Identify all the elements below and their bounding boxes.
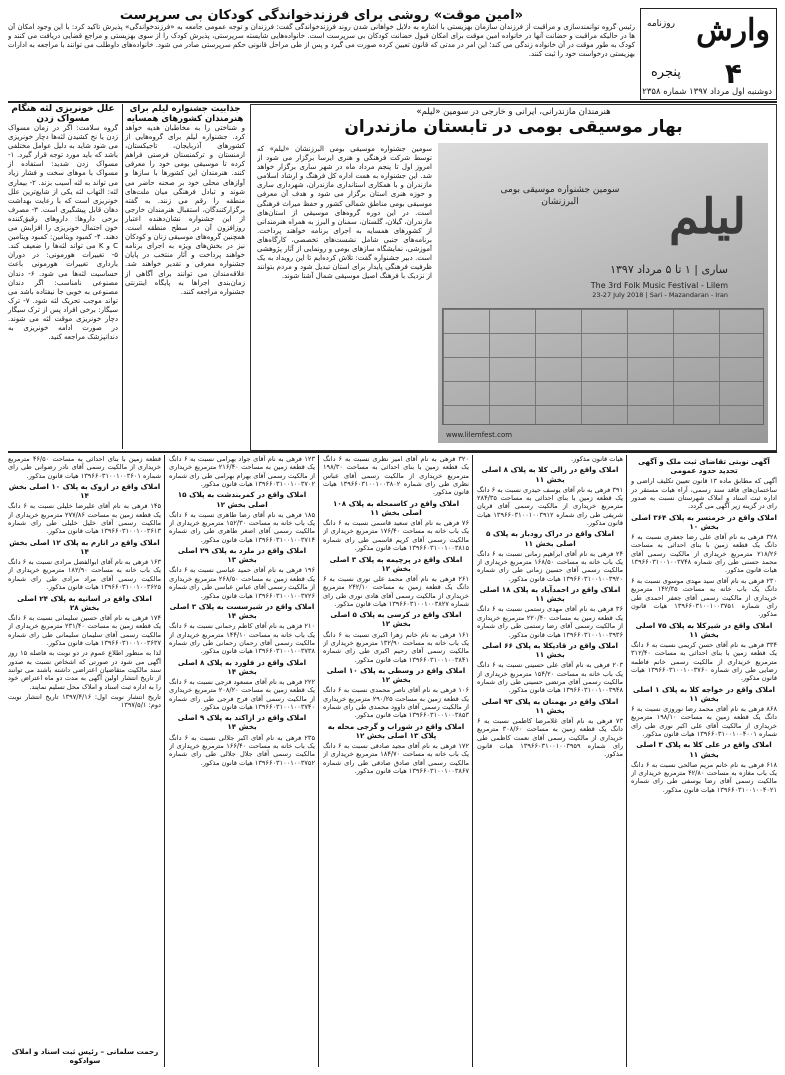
notice-subheading: املاک واقع در خواجه کلا به پلاک ۱ اصلی بخش ۱۱ <box>632 684 776 703</box>
notice-entry: ۲۱۰ فرهی به نام آقای کاظم رحمانی نسبت به ۶ دانگ یک باب خانه به مساحت ۱۴۴/۱۰ مترمربع خریداری از مالکیت رسمی آقای رحمان رحمانی طی رای شماره ۱۳۹۶۶۰۳۱۰۰۱۰۰۳۷۳۸ هیات قانون مذکور. <box>169 622 315 656</box>
notice-entry: قطعه زمین با بنای احداثی به مساحت ۴۶/۵۰ مترمربع خریداری از مالکیت رسمی آقای نادر رضوانی طی رای شماره ۱۳۹۶۶۰۳۱۰۰۱۰۰۳۶۰۱ هیات قانون مذکور. <box>8 455 161 480</box>
column-divider <box>626 455 627 1067</box>
festival-body: سومین جشنواره موسیقی بومی البرزنشان «لیلم» که توسط شرکت فرهنگی و هنری ایرسا برگزار می شود از امروز اول تا پنجم مرداد ماه در شهر ساری برگزار خواهد شد. این جشنواره به همت اداره کل فرهنگ و ارشاد اسلامی مازندران و با همکاری استانداری مازندران، شهرداری ساری و حوزه هنری استان برگزار می شود و هدف آن معرفی موسیقی بومی مناطق شمالی کشور و حفظ میراث فرهنگی است. در این دوره گروه‌های موسیقی از استان‌های مازندران، گیلان، گلستان، سمنان و البرز به همراه هنرمندانی از کشورهای همسایه به اجرای برنامه خواهند پرداخت. برنامه‌های جنبی شامل نشست‌های تخصصی، کارگاه‌های آموزشی، نمایشگاه سازهای بومی و رونمایی از آثار پژوهشی است. دبیر جشنواره گفت: تلاش کرده‌ایم تا این رویداد به یک ظرفیت فرهنگی پایدار برای استان تبدیل شود و مردم بتوانند از نزدیک با فرهنگ اصیل موسیقی شمال آشنا شوند. <box>257 145 432 281</box>
notice-subheading: املاک واقع در خرمنسر به پلاک ۳۶۴ اصلی بخش ۱۰ <box>631 512 777 531</box>
poster-dates: ساری | ۱ تا ۵ مرداد ۱۳۹۷ <box>610 263 728 276</box>
notice-subheading: املاک واقع در کرسی به پلاک ۵ اصلی بخش ۱۲ <box>330 610 462 629</box>
notice-entry: ۱۰۶ فرهی به نام آقای ناصر محمدی نسبت به ۶ دانگ یک قطعه زمین به مساحت ۲۹۰/۲۵ مترمربع خریداری از مالکیت رسمی آقای داوود محمدی طی رای شماره ۱۳۹۶۶۰۳۱۰۰۱۰۰۳۸۵۳ هیات قانون مذکور. <box>323 686 469 720</box>
notice-subheading: املاک واقع در بهمنان به پلاک ۹۳ اصلی بخش ۱۱ <box>481 696 619 715</box>
notice-entry: ۳۲۰ فرهی به نام آقای امیر نظری نسبت به ۶ دانگ یک قطعه زمین با بنای احداثی به مساحت ۱۹۸/۳۰ مترمربع خریداری از مالکیت رسمی آقای عباس نظری طی رای شماره ۱۳۹۶۶۰۳۱۰۰۱۰۰۳۸۰۲ هیات قانون مذکور. <box>323 455 469 497</box>
notice-entry: ۲۲۲ فرهی به نام آقای مسعود فرجی نسبت به ۶ دانگ یک قطعه زمین به مساحت ۲۰۸/۲۰ مترمربع خریداری از مالکیت رسمی آقای فرج فرجی طی رای شماره ۱۳۹۶۶۰۳۱۰۰۱۰۰۳۷۴۰ هیات قانون مذکور. <box>169 677 315 711</box>
notice-signature: رحمت سلمانی – رئیس ثبت اسناد و املاک سوادکوه <box>11 1047 159 1065</box>
notice-entry: هیات قانون مذکور. <box>571 455 623 463</box>
column-divider <box>318 455 319 1067</box>
notice-subheading: املاک واقع در قادیکلا به پلاک ۶۶ اصلی بخش ۱۱ <box>481 640 619 660</box>
notice-entry: ۱۹۶ فرهی به نام آقای حمید عباسی نسبت به ۶ دانگ یک قطعه زمین به مساحت ۲۶۸/۵۰ مترمربع خریداری از مالکیت رسمی آقای عباس عباسی طی رای شماره ۱۳۹۶۶۰۳۱۰۰۱۰۰۳۷۲۶ هیات قانون مذکور. <box>169 566 315 600</box>
notice-subheading: املاک واقع در ازوک به پلاک ۱۰ اصلی بخش ۱۴ <box>8 482 161 501</box>
top-story-title: «امین موقت» روشی برای فرزندخواندگی کودکان بی سرپرست <box>119 8 524 23</box>
notice-entry: لذا به منظور اطلاع عموم در دو نوبت به فاصله ۱۵ روز آگهی می شود در صورتی که اشخاص نسبت به صدور سند مالکیت متقاضیان اعتراضی داشته باشند می توانند از تاریخ انتشار اولین آگهی به مدت دو ماه اعتراض خود را به اداره ثبت اسناد و املاک محل تسلیم نمایند. <box>8 649 161 691</box>
notices-heading: آگهی نوبتی تقاضای ثبت ملک و آگهی تحدید حدود عمومی <box>638 457 770 476</box>
notice-entry: ۲۶۱ فرهی به نام آقای محمد علی نوری نسبت به ۶ دانگ یک قطعه زمین به مساحت ۲۴۲/۱۰ مترمربع خریداری از مالکیت رسمی آقای هادی نوری طی رای شماره ۱۳۹۶۶۰۳۱۰۰۱۰۰۳۸۲۷ هیات قانون مذکور. <box>323 574 469 608</box>
notice-entry: ۲۳۵ فرهی به نام آقای اکبر جلالی نسبت به ۶ دانگ یک باب خانه به مساحت ۱۶۶/۴۰ مترمربع خریداری از مالکیت رسمی آقای جلال جلالی طی رای شماره ۱۳۹۶۶۰۳۱۰۰۱۰۰۳۷۵۲ هیات قانون مذکور. <box>169 733 315 767</box>
side-article-body: و شناختی را به مخاطبان هدیه خواهد کرد. جشنواره لیلم برای گروه‌هایی از کشورهای آذربایجان، تاجیکستان، ارمنستان و ترکمنستان فرصتی فراهم کرده تا موسیقی بومی خود را معرفی کنند. هنرمندان این کشورها با سازها و آوازهای محلی خود بر صحنه حاضر می شوند و تبادل فرهنگی میان ملت‌های منطقه را رقم می زنند. به گفته برگزارکنندگان، استقبال هنرمندان خارجی از این جشنواره نشان‌دهنده اعتبار روزافزون آن در سطح منطقه است. همچنین گروه‌های موسیقی زنان و کودکان نیز در بخش‌های ویژه به اجرای برنامه خواهند پرداخت و آثار منتخب در پایان جشنواره معرفی و تقدیر خواهند شد. علاقه‌مندان می توانند برای آگاهی از زمان‌بندی اجراها به پایگاه اینترنتی جشنواره مراجعه کنند. <box>125 124 245 296</box>
column-divider <box>122 104 123 449</box>
column-divider <box>164 455 165 1067</box>
notice-column <box>477 455 623 1067</box>
festival-title: بهار موسیقی بومی در تابستان مازندران <box>344 117 683 137</box>
notice-subheading: املاک واقع در پرچیمه به پلاک ۳ اصلی بخش ۱۲ <box>329 554 463 573</box>
notice-entry: ۱۲۳ فرهی به نام آقای جواد بهرامی نسبت به ۶ دانگ یک قطعه زمین به مساحت ۲۱۶/۴۰ مترمربع خریداری از مالکیت رسمی آقای بهرام بهرامی طی رای شماره ۱۳۹۶۶۰۳۱۰۰۱۰۰۳۷۰۲ هیات قانون مذکور. <box>169 455 315 489</box>
notice-entry: ۷۶ فرهی به نام آقای سعید قاسمی نسبت به ۶ دانگ یک باب خانه به مساحت ۱۷۶/۴۰ مترمربع خریداری از مالکیت رسمی آقای کریم قاسمی طی رای شماره ۱۳۹۶۶۰۳۱۰۰۱۰۰۳۸۱۵ هیات قانون مذکور. <box>323 519 469 553</box>
notice-entry: ۸۶۸ فرهی به نام آقای محمد رضا نوروزی نسبت به ۶ دانگ یک قطعه زمین به مساحت ۱۹۸/۱۰ مترمربع خریداری از مالکیت آقای علی اکبر نوری طی رای شماره ۱۳۹۶۶۰۳۱۰۰۱۰۰۴۰۰۱ هیات قانون مذکور. <box>631 704 777 739</box>
notice-entry: ۳۲۸ فرهی به نام آقای علی رضا جعفری نسبت به ۶ دانگ یک قطعه زمین با بنای احداثی به مساحت ۲۱۸/۲۶ مترمربع خریداری از مالکیت رسمی آقای محمد حسنی طی رای شماره ۱۳۹۶۶۰۳۱۰۰۱۰۰۳۷۴۸ هیات قانون مذکور. <box>631 533 777 575</box>
notice-column <box>323 455 469 1067</box>
column-divider <box>472 455 473 1067</box>
notice-subheading: املاک واقع در انارم به پلاک ۱۲ اصلی بخش ۱۴ <box>9 537 160 556</box>
poster-website: www.lilemfest.com <box>446 431 513 439</box>
health-article-title: علل خونریزی لثه هنگام مسواک زدن <box>11 104 115 124</box>
notice-entry: ۷۳ فرهی به نام آقای غلامرضا کاظمی نسبت به ۶ دانگ یک قطعه زمین به مساحت ۳۰۸/۶۰ مترمربع خریداری از مالکیت رسمی آقای نعمت کاظمی طی رای شماره ۱۳۹۶۶۰۳۱۰۰۱۰۰۳۹۵۹ هیات قانون مذکور. <box>477 716 623 759</box>
legal-notices <box>8 455 777 1067</box>
side-article-title: جذابیت جشنواره لیلم برای هنرمندان کشورهای همسایه <box>126 104 244 124</box>
notice-subheading: املاک واقع در شیرکلا به پلاک ۷۵ اصلی بخش ۱۱ <box>635 620 773 639</box>
top-story <box>8 8 635 100</box>
health-article <box>8 104 118 449</box>
poster-logo-text: لیلم <box>669 189 746 245</box>
notice-subheading: املاک واقع در ملرد به پلاک ۲۹ اصلی بخش ۱۳ <box>177 546 307 565</box>
notice-entry: ۱۷۲ فرهی به نام آقای مجید صادقی نسبت به ۶ دانگ یک باب خانه به مساحت ۱۸۴/۷۰ مترمربع خریداری از مالکیت رسمی آقای صادق صادقی طی رای شماره ۱۳۹۶۶۰۳۱۰۰۱۰۰۳۸۶۷ هیات قانون مذکور. <box>323 741 469 776</box>
notice-subheading: املاک واقع در کاسمحله به پلاک ۱۰۸ اصلی بخش ۱۱ <box>332 498 460 517</box>
divider <box>8 101 777 103</box>
poster-english-dates: 23-27 July 2018 | Sari - Mazandaran - Iran <box>592 291 728 299</box>
notice-entry: آگهی که مطابق ماده ۱۳ قانون تعیین تکلیف اراضی و ساختمان‌های فاقد سند رسمی، آراء هیات مستقر در اداره ثبت اسناد و املاک شهرستان نسبت به صدور رای در گزینه زیر آگهی می گردد. <box>631 477 777 511</box>
notice-subheading: املاک واقع در ازاکند به پلاک ۹ اصلی بخش ۱۴ <box>177 713 307 732</box>
notice-entry: ۲۳۰ فرهی به نام آقای سید مهدی موسوی نسبت به ۶ دانگ یک باب خانه به مساحت ۱۴۲/۳۵ مترمربع خریداری از مالکیت رسمی آقای جعفر احمدی طی رای شماره ۱۳۹۶۶۰۳۱۰۰۱۰۰۳۷۵۱ هیات قانون مذکور. <box>631 576 777 619</box>
notice-entry: ۲۴ فرهی به نام آقای ابراهیم زمانی نسبت به ۶ دانگ یک باب خانه به مساحت ۱۶۸/۵۰ مترمربع خریداری از مالکیت رسمی آقای حسین زمانی طی رای شماره ۱۳۹۶۶۰۳۱۰۰۱۰۰۳۹۲۰ هیات قانون مذکور. <box>477 549 623 583</box>
notice-entry: ۳۳۴ فرهی به نام آقای حسن کریمی نسبت به ۶ دانگ یک قطعه زمین با بنای احداثی به مساحت ۳۱۲/۴۰ مترمربع خریداری از مالکیت رسمی خانم فاطمه رضایی طی رای شماره ۱۳۹۶۶۰۳۱۰۰۱۰۰۳۷۶۰ هیات قانون مذکور. <box>631 640 777 683</box>
notice-subheading: املاک واقع در فلورد به پلاک ۸ اصلی بخش ۱۴ <box>177 657 307 676</box>
notice-subheading: املاک واقع در شیرسست به پلاک ۳ اصلی بخش ۱۴ <box>169 601 315 621</box>
notice-subheading: املاک واقع در وسطی به پلاک ۱۰ اصلی بخش ۱۲ <box>326 665 466 685</box>
notice-column <box>8 455 161 1067</box>
notice-entry: ۳۶ فرهی به نام آقای مهدی رستمی نسبت به ۶ دانگ یک قطعه زمین به مساحت ۲۲۰/۴۰ مترمربع خریداری از مالکیت رسمی آقای رضا رستمی طی رای شماره ۱۳۹۶۶۰۳۱۰۰۱۰۰۳۹۳۶ هیات قانون مذکور. <box>477 605 623 639</box>
notice-subheading: املاک واقع در زالی کلا به پلاک ۸ اصلی بخش ۱۱ <box>481 465 619 484</box>
notice-subheading: املاک واقع در کمربندشت به پلاک ۱۵ اصلی بخش ۱۲ <box>177 490 307 509</box>
notice-column <box>169 455 315 1067</box>
notice-entry: ۶۱۸ فرهی به نام خانم مریم صالحی نسبت به ۶ دانگ یک باب مغازه به مساحت ۴۲/۸۰ مترمربع خریداری از مالکیت رسمی آقای رضا یوسفی طی رای شماره ۱۳۹۶۶۰۳۱۰۰۱۰۰۴۰۲۱ هیات قانون مذکور. <box>631 760 777 794</box>
poster-english-title: The 3rd Folk Music Festival - Lilem <box>590 281 728 290</box>
notice-subheading: املاک واقع در اسانیه به پلاک ۲۴ اصلی بخش ۲۸ <box>17 593 152 612</box>
poster-schedule-table <box>442 308 764 425</box>
notice-entry: ۱۷۴ فرهی به نام آقای حسین سلیمانی نسبت به ۶ دانگ یک قطعه زمین به مساحت ۲۳۱/۴۰ مترمربع خریداری از مالکیت رسمی آقای سلیمان سلیمانی طی رای شماره ۱۳۹۶۶۰۳۱۰۰۱۰۰۳۶۳۷ هیات قانون مذکور. <box>8 613 161 647</box>
notice-entry: ۱۶۱ فرهی به نام خانم زهرا اکبری نسبت به ۶ دانگ یک باب خانه به مساحت ۱۳۲/۹۰ مترمربع خریداری از مالکیت رسمی آقای رحیم اکبری طی رای شماره ۱۳۹۶۶۰۳۱۰۰۱۰۰۳۸۴۱ هیات قانون مذکور. <box>323 630 469 664</box>
festival-article <box>250 104 777 451</box>
notice-entry: ۱۸۵ فرهی به نام آقای رضا طاهری نسبت به ۶ دانگ یک باب خانه به مساحت ۱۵۲/۳۰ مترمربع خریداری از مالکیت رسمی آقای اصغر طاهری طی رای شماره ۱۳۹۶۶۰۳۱۰۰۱۰۰۳۷۱۴ هیات قانون مذکور. <box>169 510 315 544</box>
notice-subheading: املاک واقع در شوراب و گرجی محله به پلاک ۱۳ اصلی بخش ۱۲ <box>327 721 465 740</box>
notice-entry: ۳۹۱ فرهی به نام آقای یوسف حیدری نسبت به ۶ دانگ یک قطعه زمین با بنای احداثی به مساحت ۲۸۴/۳۵ مترمربع خریداری از مالکیت رسمی آقای قربان شریفی طی رای شماره ۱۳۹۶۶۰۳۱۰۰۱۰۰۳۹۱۲ هیات قانون مذکور. <box>477 485 623 528</box>
notice-entry: ۱۶۳ فرهی به نام آقای ابوالفضل مرادی نسبت به ۶ دانگ یک باب خانه به مساحت ۱۸۲/۹۰ مترمربع خریداری از مالکیت رسمی آقای مراد مرادی طی رای شماره ۱۳۹۶۶۰۳۱۰۰۱۰۰۳۶۲۵ هیات قانون مذکور. <box>8 558 161 592</box>
notice-subheading: املاک واقع در علی کلا به پلاک ۳ اصلی بخش ۱۱ <box>636 740 772 759</box>
festival-kicker: هنرمندان مازندرانی، ایرانی و خارجی در سومین «لیلم» <box>416 107 611 117</box>
notice-subheading: املاک واقع در احمدآباد به پلاک ۱۸ اصلی بخش ۱۱ <box>479 585 621 604</box>
top-story-body: رئیس گروه توانمندسازی و مراقبت از فرزندان سازمان بهزیستی با اشاره به دلایل خواهانی شدن روند فرزندخواندگی گفت: فرزندان و توجه عمومی جامعه به «فرزندخواندگی» پذیرش تاکید کرد: با این وجود امکان آن ها در حالیکه مراقبت و حضانت آنها در خانواده امین موقت برای امکان قبول حضانت کودکان بی سرپرست است. خانواده‌هایی شایسته سرپرستی، پذیرش کودک را از سوی بهزیستی و مراجع قضایی دریافت می کنند و کودک به طور موقت در آن خانواده زندگی می کند؛ این امر در مدتی که قانون تعیین کرده صورت می گیرد و پس از طی مراحل قانونی حکم سرپرستی صادر می شود. خانواده‌های داوطلب می توانند با مراجعه به ادارات بهزیستی درخواست خود را ثبت کنند. <box>8 23 635 59</box>
divider <box>8 451 777 453</box>
side-article <box>125 104 245 449</box>
poster-festival-name: سومین جشنواره موسیقی بومی البرزنشان <box>500 185 620 207</box>
notice-subheading: املاک واقع در دراک رودبار به پلاک ۵ اصلی بخش ۱۱ <box>485 529 615 548</box>
festival-poster-image <box>438 143 768 443</box>
issue-date: دوشنبه اول مرداد ۱۳۹۷ شماره ۲۳۵۸ <box>642 87 772 97</box>
health-article-body: گروه سلامت: اگر در زمان مسواک زدن یا نخ کشیدن لثه‌ها دچار خونریزی می شود شاید به دلیل عوامل مختلفی باشد که باید مورد توجه قرار گیرد. ۱- مسواک زدن شدید: استفاده از مسواک با موهای سخت و فشار زیاد می تواند به لثه آسیب بزند. ۲- بیماری لثه: التهاب لثه یکی از شایع‌ترین علل خونریزی است که با رعایت بهداشت دهان قابل پیشگیری است. ۳- مصرف برخی داروها: داروهای رقیق‌کننده خون احتمال خونریزی را افزایش می دهند. ۴- کمبود ویتامین: کمبود ویتامین C و K می تواند لثه‌ها را ضعیف کند. ۵- تغییرات هورمونی: در دوران بارداری تغییرات هورمونی باعث حساسیت لثه‌ها می شود. ۶- دندان مصنوعی نامناسب: اگر دندان مصنوعی به خوبی جا نیفتاده باشد می تواند موجب تحریک لثه شود. ۷- ترک سیگار: برخی افراد پس از ترک سیگار دچار خونریزی موقت لثه می شوند. در صورت ادامه خونریزی به دندانپزشک مراجعه کنید. <box>8 124 119 342</box>
masthead <box>640 8 777 100</box>
section-name: پنجره <box>651 65 681 80</box>
newspaper-logo: وارش <box>696 13 770 48</box>
newspaper-brand: روزنامه <box>647 19 675 29</box>
page-number: ۴ <box>724 57 742 90</box>
notice-entry: ۲۰۳ فرهی به نام آقای علی حسینی نسبت به ۶ دانگ یک باب خانه به مساحت ۱۵۴/۲۰ مترمربع خریداری از مالکیت رسمی آقای مرتضی حسینی طی رای شماره ۱۳۹۶۶۰۳۱۰۰۱۰۰۳۹۴۸ هیات قانون مذکور. <box>477 661 623 695</box>
notice-column <box>631 455 777 1067</box>
notice-entry: ۱۴۵ فرهی به نام آقای علیرضا خلیلی نسبت به ۶ دانگ یک قطعه زمین به مساحت ۲۷۷/۸۶ مترمربع خریداری از مالکیت رسمی آقای خلیل خلیلی طی رای شماره ۱۳۹۶۶۰۳۱۰۰۱۰۰۳۶۱۳ هیات قانون مذکور. <box>8 502 161 536</box>
notice-entry: تاریخ انتشار نوبت اول: ۱۳۹۷/۴/۱۶ تاریخ انتشار نوبت دوم: ۱۳۹۷/۵/۱ <box>8 693 161 710</box>
